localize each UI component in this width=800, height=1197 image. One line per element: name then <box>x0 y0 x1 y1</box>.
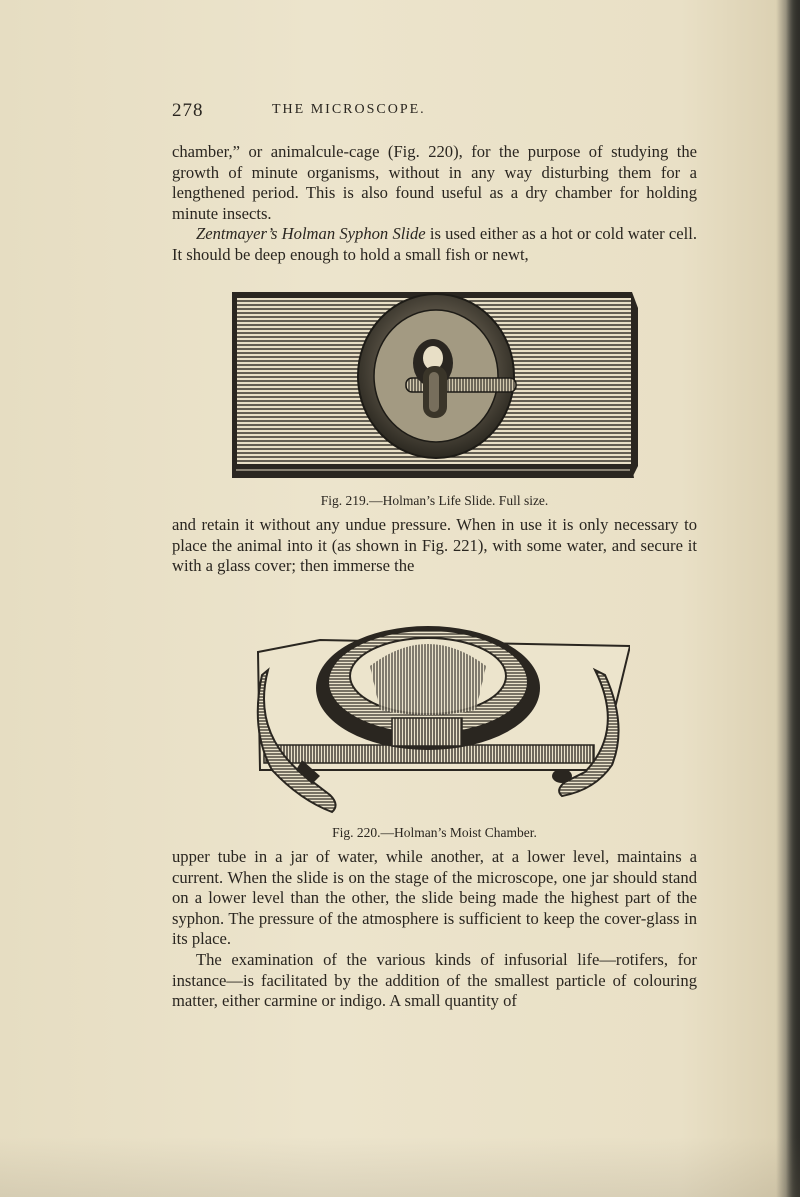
page-number: 278 <box>172 100 204 121</box>
paragraph-4-text: upper tube in a jar of water, while another, at a lower level, maintains a current. When the slide is on the stage of the microscope, one jar should stand on a lower level than the other, the slide being made the highest part of the syphon. The pressure of the atmosphere is sufficient to keep the cover-glass in its place. <box>172 847 697 949</box>
paragraph-2 <box>172 224 697 265</box>
figure-220-caption: Fig. 220.—Holman’s Moist Chamber. <box>332 825 537 840</box>
page-bottom-shade <box>0 1137 800 1197</box>
figure-219-life-slide <box>228 288 640 486</box>
running-title: THE MICROSCOPE. <box>272 102 426 117</box>
paragraph-2-rest: is used either as a hot or cold water cell. It should be deep enough to hold a small fish or newt, <box>172 224 697 264</box>
paragraph-4 <box>172 847 697 1012</box>
figure-220-moist-chamber <box>250 600 630 825</box>
paragraph-2-italic: Zentmayer’s Holman Syphon Slide <box>196 224 426 244</box>
page-edge-shadow <box>786 0 800 1197</box>
running-header <box>172 100 692 122</box>
paragraph-1 <box>172 142 697 266</box>
paragraph-5-text: The examination of the various kinds of infusorial life—rotifers, for instance—is facilitated by the addition of the smallest particle of colouring matter, either carmine or indigo. A small quantity of <box>172 949 697 1011</box>
paragraph-3: and retain it without any undue pressure. When in use it is only necessary to place the animal into it (as shown in Fig. 221), with some water, and secure it with a glass cover; then immerse the <box>172 515 697 576</box>
paragraph-1-text: chamber,” or animalcule-cage (Fig. 220), for the purpose of studying the growth of minute organisms, without in any way disturbing them for a lengthened period. This is also found useful as a dry chamber for holding minute insects. <box>172 142 697 223</box>
figure-219-caption: Fig. 219.—Holman’s Life Slide. Full size. <box>320 493 549 508</box>
